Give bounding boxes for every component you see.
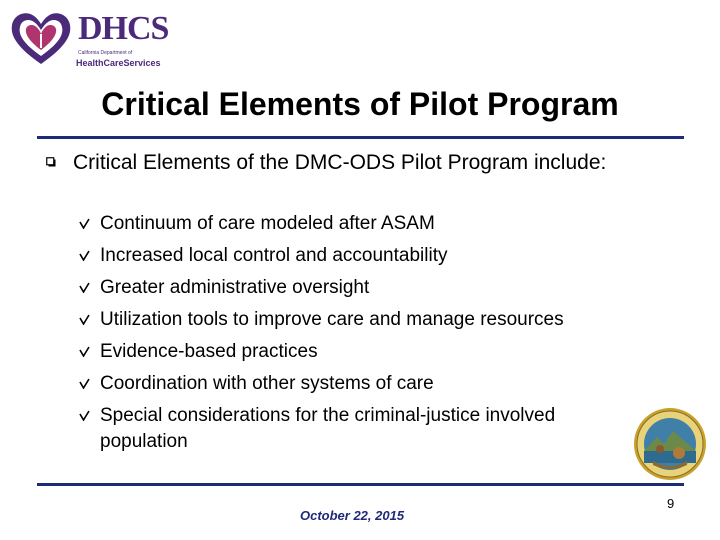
dhcs-logo [8, 8, 168, 70]
title-divider [37, 136, 684, 139]
list-item-continuation: population [100, 431, 188, 452]
critical-elements-list [79, 208, 659, 455]
list-item-text: Greater administrative oversight [100, 277, 370, 298]
list-item-text: Coordination with other systems of care [100, 373, 434, 394]
main-bullet-text: Critical Elements of the DMC-ODS Pilot Program include: [73, 151, 607, 174]
list-item [79, 336, 659, 368]
footer-divider [37, 483, 684, 486]
checkmark-bullet-icon [79, 282, 90, 293]
list-item [79, 368, 659, 400]
list-item [79, 400, 659, 455]
list-item-text: Increased local control and accountability [100, 245, 448, 266]
dhcs-heart-logo-icon [8, 8, 74, 68]
list-item [79, 272, 659, 304]
list-item [79, 208, 659, 240]
checkmark-bullet-icon [79, 378, 90, 389]
footer-date: October 22, 2015 [300, 508, 405, 523]
checkmark-bullet-icon [79, 346, 90, 357]
list-item [79, 304, 659, 336]
checkmark-bullet-icon [79, 314, 90, 325]
logo-tagline: HealthCareServices [76, 58, 161, 68]
page-number: 9 [667, 496, 675, 511]
slide-title: Critical Elements of Pilot Program [101, 86, 619, 122]
logo-subtitle: California Department of [78, 50, 133, 56]
checkmark-bullet-icon [79, 250, 90, 261]
list-item-text: Special considerations for the criminal-justice involved [100, 405, 556, 426]
list-item-text: Evidence-based practices [100, 341, 318, 362]
list-item-text: Utilization tools to improve care and manage resources [100, 309, 564, 330]
checkmark-bullet-icon [79, 218, 90, 229]
california-state-seal-icon [633, 407, 707, 481]
logo-wordmark: DHCS [78, 10, 169, 47]
list-item-text: Continuum of care modeled after ASAM [100, 213, 435, 234]
checkmark-bullet-icon [79, 410, 90, 421]
list-item [79, 240, 659, 272]
square-bullet-icon [46, 157, 56, 167]
